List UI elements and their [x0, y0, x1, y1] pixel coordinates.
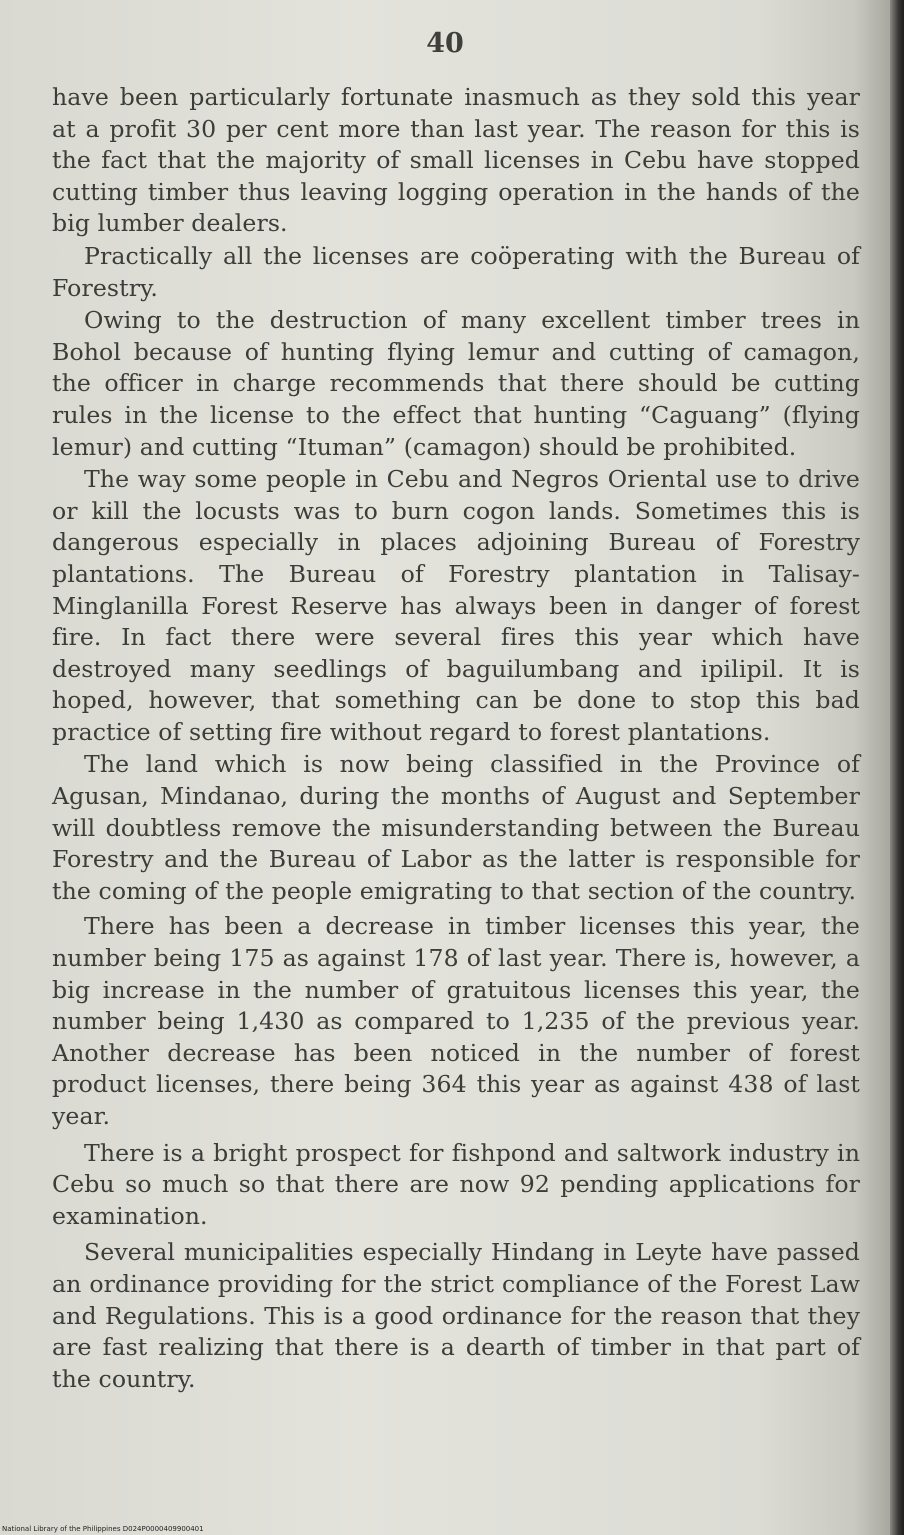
paragraph-licenses: There has been a decrease in timber licenses this year, the number being 175 as against 178 of last year. There is, however, a big increase in the number of gratuitous licenses this year, the number being 1,430 as compared to 1,235 of the previous year. Another decrease has been noticed in the number of forest product licenses, there being 364 this year as against 438 of last year. [52, 912, 860, 1130]
paragraph-locust-burning: The way some people in Cebu and Negros Oriental use to drive or kill the locusts was to burn cogon lands. Sometimes this is dangerous especially in places adjoining Bureau of Forestry plantations. The Bureau of Forestry plantation in Talisay-Minglanilla Forest Reserve has always been in danger of forest fire. In fact there were several fires this year which have destroyed many seedlings of baguilumbang and ipilipil. It is hoped, however, that something can be done to stop this bad practice of setting fire without regard to forest plantations. [52, 465, 860, 746]
paragraph-cooperation: Practically all the licenses are coöperating with the Bureau of Forestry. [52, 241, 860, 302]
body-text [52, 82, 860, 1395]
page-number: 40 [426, 28, 464, 59]
paragraph-continuation: have been particularly fortunate inasmuch as they sold this year at a profit 30 per cent more than last year. The reason for this is the fact that the majority of small licenses in Cebu have stopped cutting timber thus leaving logging operation in the hands of the big lumber dealers. [52, 83, 860, 238]
paragraph-fishpond: There is a bright prospect for fishpond and saltwork industry in Cebu so much so that there are now 92 pending applications for examination. [52, 1138, 860, 1230]
scan-dark-edge [890, 0, 904, 1535]
archive-footer-stamp: National Library of the Philippines D024P0000409900401 [2, 1525, 204, 1533]
paragraph-bohol-timber: Owing to the destruction of many excellent timber trees in Bohol because of hunting flying lemur and cutting of camagon, the officer in charge recommends that there should be cutting rules in the license to the effect that hunting “Caguang” (flying lemur) and cutting “Ituman” (camagon) should be prohibited. [52, 306, 860, 461]
paragraph-ordinance: Several municipalities especially Hindang in Leyte have passed an ordinance providing for the strict compliance of the Forest Law and Regulations. This is a good ordinance for the reason that they are fast realizing that there is a dearth of timber in that part of the country. [52, 1238, 860, 1393]
paragraph-agusan-classification: The land which is now being classified in the Province of Agusan, Mindanao, during the months of August and September will doubtless remove the misunderstanding between the Bureau Forestry and the Bureau of Labor as the latter is responsible for the coming of the people emigrating to that section of the country. [52, 750, 860, 905]
